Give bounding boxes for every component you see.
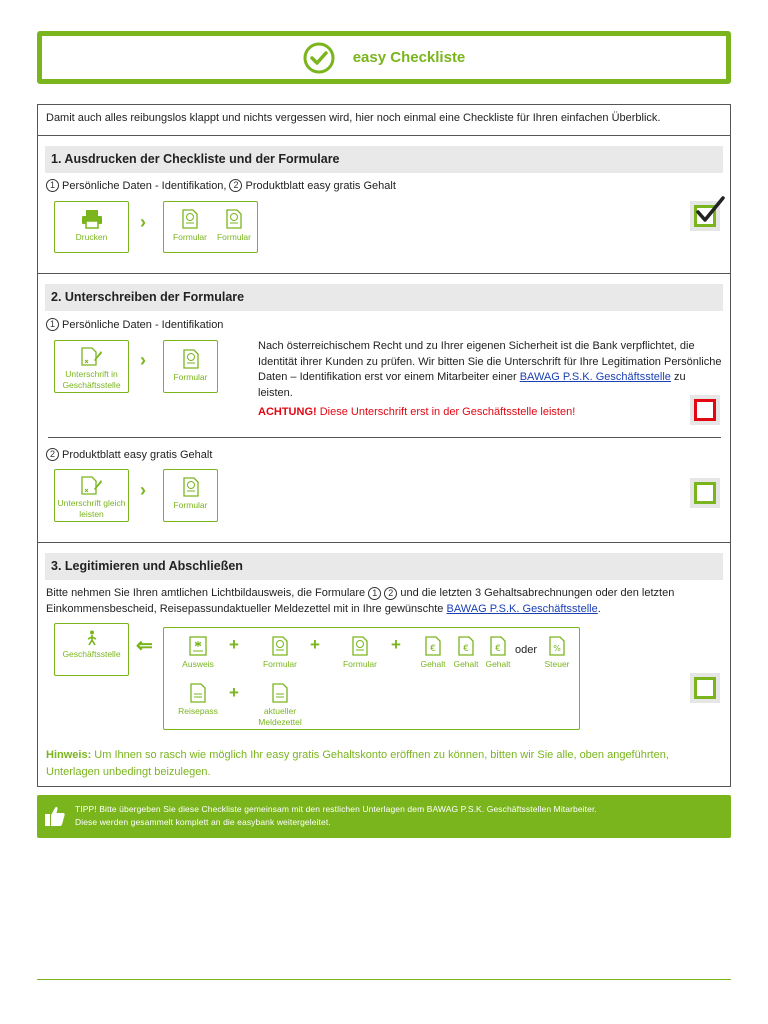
svg-text:€: € <box>463 644 469 654</box>
payslip-tile: € Gehalt <box>416 636 450 670</box>
print-label: Drucken <box>75 232 108 242</box>
sign-tile: Unterschrift gleich leisten <box>55 476 128 520</box>
form-2-name: Produktblatt easy gratis Gehalt <box>245 179 396 192</box>
section-3-title: 3. Legitimieren und Abschließen <box>45 553 723 580</box>
section-2-form-1-label: 1 Persönliche Daten - Identifikation <box>46 318 223 331</box>
hint-text: Hinweis: Um Ihnen so rasch wie möglich Ihr easy gratis Gehaltskonto eröffnen zu können, bitten wir Sie alle, oben angeführten, Unterlagen unbedingt beizulegen. <box>46 749 669 778</box>
branch-step <box>54 623 129 676</box>
number-badge: 1 <box>46 318 59 331</box>
svg-text:€: € <box>430 644 436 654</box>
blank-document-icon <box>190 683 206 703</box>
document-icon <box>272 636 288 656</box>
payslip-tile: € Gehalt <box>481 636 515 670</box>
divider <box>38 273 730 274</box>
arrow-left-icon: ⇐ <box>136 635 153 657</box>
id-card-tile: Ausweis <box>168 636 228 670</box>
tax-tile: % Steuer <box>537 636 577 670</box>
checkmark-icon <box>692 195 726 227</box>
euro-document-icon <box>425 636 441 656</box>
svg-text:%: % <box>553 644 561 653</box>
percent-document-icon <box>549 636 565 656</box>
sign-in-branch-step <box>54 340 129 393</box>
section-1-forms-label <box>46 179 396 192</box>
blank-document-icon <box>272 683 288 703</box>
document-icon <box>226 209 242 229</box>
branch-link[interactable]: BAWAG P.S.K. Geschäftsstelle <box>446 602 598 615</box>
section-1-title: 1. Ausdrucken der Checkliste und der Formulare <box>45 146 723 173</box>
thumbs-up-icon <box>44 805 66 827</box>
form-step <box>163 340 218 393</box>
plus-icon: + <box>310 635 320 654</box>
footer-divider <box>37 979 731 980</box>
legitimation-text: Nach österreichischem Recht und zu Ihrer eigenen Sicherheit ist die Bank verpflichtet, die Identität ihrer Kunden zu prüfen. Wir bitten Sie die Unterschrift für Ihre Legitimation Persönliche Daten – Identifikation erst vor einem Mitarbeiter einer BAWAG P.S.K. Geschäftsstelle zu leisten. <box>258 340 722 399</box>
chevron-right-icon: › <box>140 480 146 500</box>
print-tile <box>55 209 128 243</box>
chevron-right-icon: › <box>140 350 146 370</box>
form-tile: Formular <box>330 636 390 670</box>
svg-text:€: € <box>495 644 501 654</box>
plus-icon: + <box>391 635 401 654</box>
section-2-form-1-checkbox[interactable] <box>690 395 720 425</box>
section-2-form-2-checkbox[interactable] <box>690 478 720 508</box>
tip-banner <box>37 795 731 838</box>
form-1-name: Persönliche Daten - Identifikation, <box>62 179 227 192</box>
document-icon <box>183 477 199 497</box>
tip-text: TIPP! Bitte übergeben Sie diese Checkliste gemeinsam mit den restlichen Unterlagen dem BAWAG P.S.K. Geschäftsstellen Mitarbeiter. Diese werden gesammelt komplett an die easybank weitergeleitet. <box>75 804 597 827</box>
sign-document-icon <box>81 347 103 366</box>
plus-icon: + <box>229 683 239 702</box>
euro-document-icon <box>490 636 506 656</box>
form-tile: Formular <box>164 477 217 511</box>
printer-icon <box>81 209 103 229</box>
checklist-header <box>37 31 731 84</box>
document-icon <box>352 636 368 656</box>
number-badge: 2 <box>229 179 242 192</box>
page-title: easy Checkliste <box>352 49 466 66</box>
warning-text: ACHTUNG! Diese Unterschrift erst in der Geschäftsstelle leisten! <box>258 406 576 418</box>
divider <box>38 135 730 136</box>
branch-link[interactable]: BAWAG P.S.K. Geschäftsstelle <box>519 371 671 383</box>
number-badge: 1 <box>46 179 59 192</box>
form-1-label: Formular <box>172 232 207 242</box>
passport-tile: Reisepass <box>168 683 228 717</box>
checkmark-circle-icon <box>303 42 335 74</box>
id-card-icon <box>189 636 207 656</box>
sign-now-step <box>54 469 129 522</box>
form-tile: Formular <box>164 349 217 383</box>
form-tile <box>169 209 211 243</box>
section-1-checkbox[interactable] <box>690 201 720 231</box>
registration-tile: aktueller Meldezettel <box>250 683 310 728</box>
form-tile: Formular <box>250 636 310 670</box>
or-text: oder <box>515 644 538 656</box>
payslip-tile: € Gehalt <box>449 636 483 670</box>
sign-tile: Unterschrift in Geschäftsstelle <box>55 347 128 391</box>
section-3-checkbox[interactable] <box>690 673 720 703</box>
form-step <box>163 469 218 522</box>
document-icon <box>183 349 199 369</box>
document-icon <box>182 209 198 229</box>
section-2-form-2-label: 2 Produktblatt easy gratis Gehalt <box>46 448 212 461</box>
form-tile <box>213 209 255 243</box>
number-badge: 2 <box>46 448 59 461</box>
documents-text: Bitte nehmen Sie Ihren amtlichen Lichtbildausweis, die Formulare 1 2 und die letzten 3 Gehaltsabrechnungen oder den letzten Einkommensbescheid, Reisepassundaktueller Meldezettel mit in Ihre gewünschte BAWAG P.S.K. Geschäftsstelle. <box>46 587 675 615</box>
plus-icon: + <box>229 635 239 654</box>
number-badge: 1 <box>368 587 381 600</box>
form-2-label: Formular <box>216 232 251 242</box>
print-step <box>54 201 129 253</box>
euro-document-icon <box>458 636 474 656</box>
sign-document-icon <box>81 476 103 495</box>
chevron-right-icon: › <box>140 212 146 232</box>
checklist-frame <box>37 104 731 787</box>
person-walking-icon <box>85 630 99 646</box>
documents-box <box>163 627 580 730</box>
section-2-title: 2. Unterschreiben der Formulare <box>45 284 723 311</box>
number-badge: 2 <box>384 587 397 600</box>
intro-text: Damit auch alles reibungslos klappt und nichts vergessen wird, hier noch einmal eine Checkliste für Ihren einfachen Überblick. <box>46 112 661 124</box>
forms-step <box>163 201 258 253</box>
divider <box>38 542 730 543</box>
divider <box>48 437 721 438</box>
branch-tile: Geschäftsstelle <box>55 630 128 660</box>
